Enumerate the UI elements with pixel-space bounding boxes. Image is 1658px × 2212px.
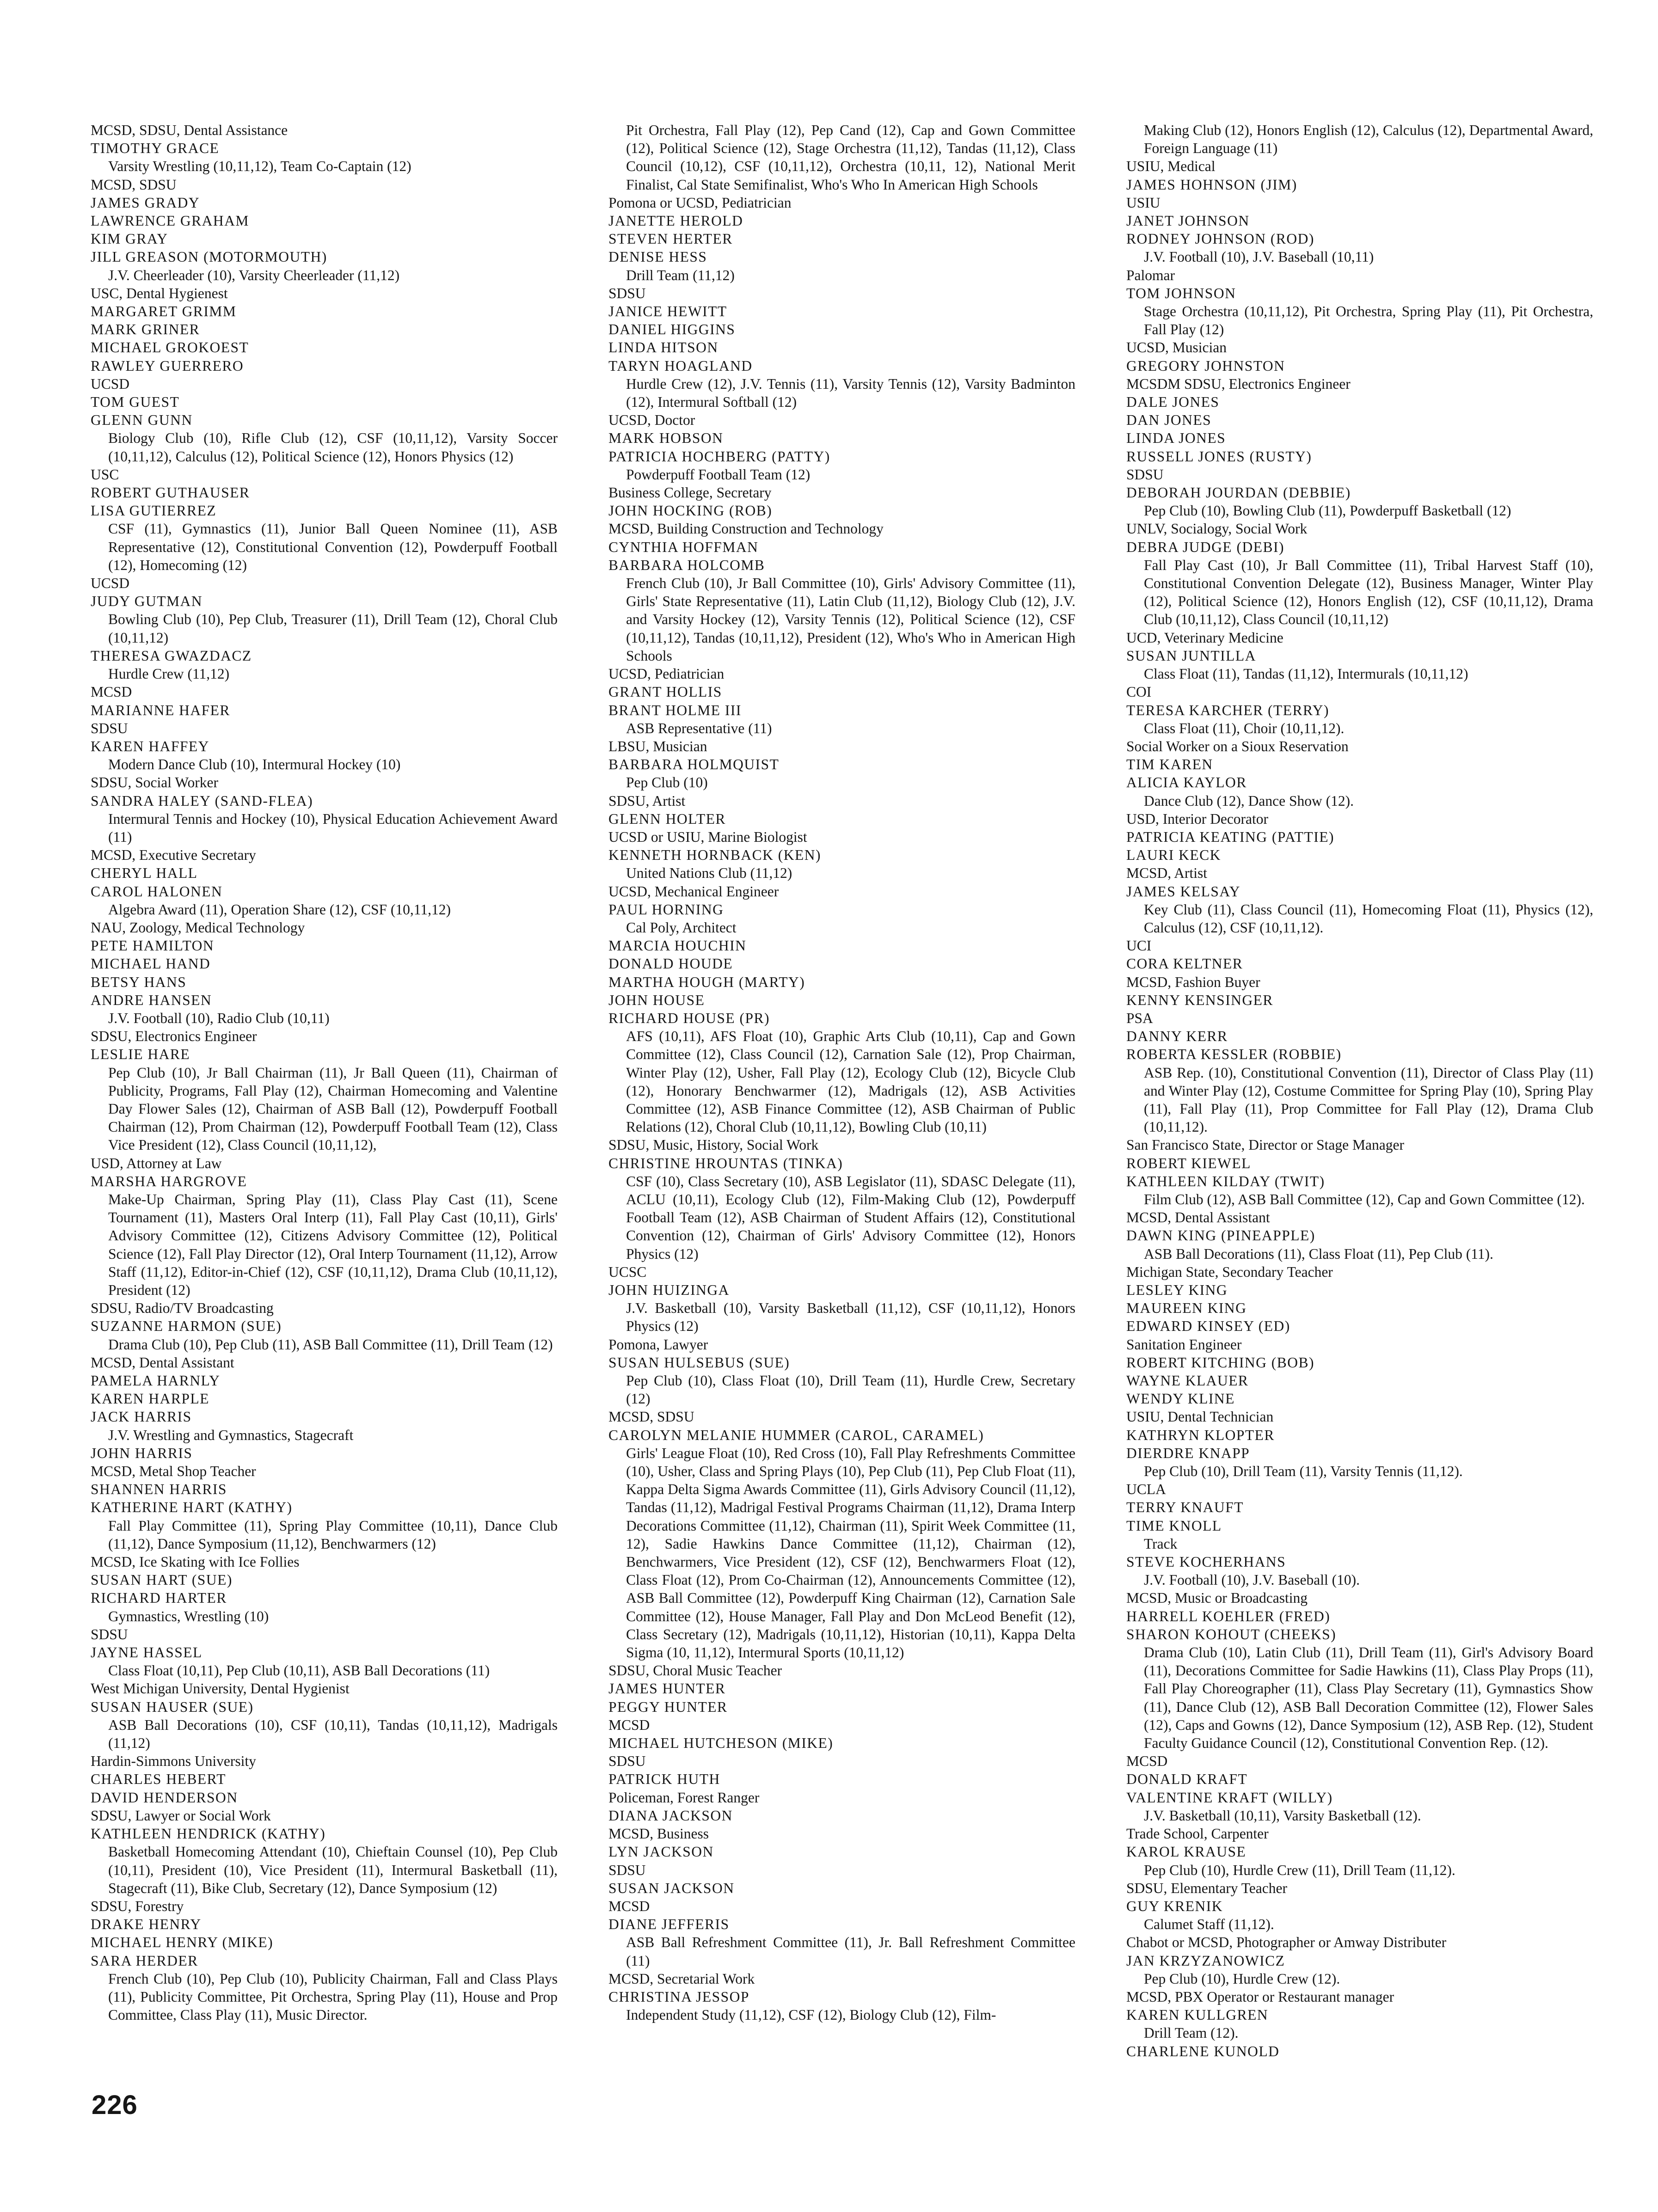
student-name: CYNTHIA HOFFMAN [608, 539, 759, 555]
activities-text: Pit Orchestra, Fall Play (12), Pep Cand (12), Cap and Gown Committee (12), Political Science (12), Stage Orchestra (11,12), Tandas (11,12), Class Council (10,12), CSF (10,11,12), Orchestra (10,11, 12), National Merit Finalist, Cal State Semifinalist, Who's Who In American High Schools [626, 122, 1075, 193]
student-name: BARBARA HOLCOMB [608, 557, 765, 573]
student-name: MICHAEL GROKOEST [91, 339, 249, 356]
student-name: JOHN HUIZINGA [608, 1282, 730, 1298]
plans-text: LBSU, Musician [608, 738, 707, 754]
activities-text: Fall Play Committee (11), Spring Play Committee (10,11), Dance Club (11,12), Dance Symposium (11,12), Benchwarmers (12) [108, 1517, 558, 1552]
student-name: TIMOTHY GRACE [91, 140, 220, 157]
student-name: ROBERT KITCHING (BOB) [1126, 1354, 1315, 1371]
activities-text: French Club (10), Jr Ball Committee (10), Girls' Advisory Committee (11), Girls' State Representative (11), Latin Club (11,12), Biology Club (12), J.V. and Varsity Hockey (12), Varsity Tennis (12), Political Science (12), CSF (10,11,12), Tandas (10,11,12), President (12), Who's Who in American High Schools [626, 575, 1075, 664]
activities-text: J.V. Football (10), J.V. Baseball (10,11) [1144, 249, 1374, 265]
activities-text: Bowling Club (10), Pep Club, Treasurer (11), Drill Team (12), Choral Club (10,11,12) [108, 611, 558, 646]
activities-text: United Nations Club (11,12) [626, 865, 792, 882]
student-name: SARA HERDER [91, 1952, 198, 1969]
activities-text: Class Float (11), Tandas (11,12), Intermurals (10,11,12) [1144, 666, 1468, 682]
activities-text: AFS (10,11), AFS Float (10), Graphic Arts Club (10,11), Cap and Gown Committee (12), Class Council (12), Carnation Sale (12), Prop Chairman, Winter Play (12), Usher, Fall Play (12), Ecology Club (12), Bicycle Club (12), Honorary Benchwarmer (12), Madrigals (12), ASB Activities Committee (12), ASB Finance Committee (12), ASB Chairman of Public Relations (12), Choral Club (10,11,12), Bowling Club (10,11) [626, 1028, 1075, 1135]
plans-text: SDSU, Lawyer or Social Work [91, 1807, 271, 1824]
plans-text: MCSD [608, 1716, 650, 1733]
student-name: TERRY KNAUFT [1126, 1499, 1244, 1516]
student-name: BETSY HANS [91, 974, 187, 990]
plans-text: Pomona, Lawyer [608, 1336, 708, 1353]
student-name: MICHAEL HUTCHESON (MIKE) [608, 1735, 834, 1752]
activities-text: Pep Club (10), Bowling Club (11), Powderpuff Basketball (12) [1144, 502, 1511, 519]
student-name: DAWN KING (PINEAPPLE) [1126, 1227, 1315, 1244]
student-name: LAURI KECK [1126, 847, 1221, 864]
activities-text: J.V. Basketball (10), Varsity Basketball (11,12), CSF (10,11,12), Honors Physics (12) [626, 1300, 1075, 1335]
student-name: JILL GREASON (MOTORMOUTH) [91, 249, 327, 265]
activities-text: Hurdle Crew (12), J.V. Tennis (11), Varsity Tennis (12), Varsity Badminton (12), Intermural Softball (12) [626, 375, 1075, 411]
student-name: PATRICIA HOCHBERG (PATTY) [608, 448, 830, 465]
plans-text: MCSD [1126, 1753, 1168, 1770]
activities-text: Gymnastics, Wrestling (10) [108, 1608, 269, 1624]
plans-text: USD, Attorney at Law [91, 1155, 222, 1171]
activities-text: ASB Ball Refreshment Committee (11), Jr. Ball Refreshment Committee (11) [626, 1934, 1075, 1969]
student-name: BRANT HOLME III [608, 702, 742, 718]
plans-text: SDSU [91, 1626, 128, 1642]
student-name: CHRISTINA JESSOP [608, 1988, 749, 2005]
activities-text: Track [1144, 1535, 1178, 1552]
plans-text: MCSD, Secretarial Work [608, 1970, 755, 1987]
student-name: JAMES HUNTER [608, 1680, 726, 1697]
student-name: KAROL KRAUSE [1126, 1844, 1247, 1860]
activities-text: Film Club (12), ASB Ball Committee (12), Cap and Gown Committee (12). [1144, 1191, 1585, 1207]
activities-text: CSF (11), Gymnastics (11), Junior Ball Queen Nominee (11), ASB Representative (12), Constitutional Convention (12), Powderpuff Football (12), Homecoming (12) [108, 521, 558, 573]
activities-text: Basketball Homecoming Attendant (10), Chieftain Counsel (10), Pep Club (10,11), President (10), Vice President (11), Intermural Basketball (11), Stagecraft (11), Bike Club, Secretary (12), Dance Symposium (12) [108, 1844, 558, 1896]
plans-text: SDSU, Music, History, Social Work [608, 1137, 819, 1153]
student-name: PETE HAMILTON [91, 937, 215, 954]
activities-text: ASB Ball Decorations (10), CSF (10,11), Tandas (10,11,12), Madrigals (11,12) [108, 1716, 558, 1752]
student-name: MAUREEN KING [1126, 1300, 1247, 1317]
activities-text: Fall Play Cast (10), Jr Ball Committee (11), Tribal Harvest Staff (10), Constitutional Convention Delegate (12), Business Manager, Winter Play (12), Political Science (12), Honors English (12), CSF (10,11,12), Drama Club (10,11,12), Class Council (10,11,12) [1144, 557, 1593, 628]
student-name: SUSAN JACKSON [608, 1880, 735, 1896]
student-name: RUSSELL JONES (RUSTY) [1126, 448, 1312, 465]
student-name: SUSAN HART (SUE) [91, 1572, 233, 1588]
student-name: TARYN HOAGLAND [608, 357, 753, 374]
roster-column-left [91, 121, 558, 2024]
student-name: DIERDRE KNAPP [1126, 1445, 1250, 1461]
student-name: KENNY KENSINGER [1126, 992, 1273, 1008]
student-name: SHANNEN HARRIS [91, 1481, 227, 1498]
plans-text: MCSD, Ice Skating with Ice Follies [91, 1554, 300, 1570]
plans-text: SDSU, Radio/TV Broadcasting [91, 1300, 274, 1317]
student-name: KAREN HAFFEY [91, 738, 209, 754]
plans-text: MCSD, SDSU [608, 1409, 694, 1425]
student-name: CHERYL HALL [91, 865, 198, 882]
student-name: CAROL HALONEN [91, 883, 223, 900]
student-name: LINDA JONES [1126, 430, 1226, 447]
student-name: KATHRYN KLOPTER [1126, 1427, 1275, 1443]
student-name: DONALD KRAFT [1126, 1771, 1248, 1788]
student-name: DALE JONES [1126, 394, 1220, 411]
plans-text: SDSU, Elementary Teacher [1126, 1880, 1287, 1896]
plans-text: MCSDM SDSU, Electronics Engineer [1126, 375, 1351, 392]
plans-text: MCSD, Executive Secretary [91, 847, 256, 864]
plans-text: MCSD, Fashion Buyer [1126, 974, 1260, 990]
student-name: LESLIE HARE [91, 1046, 190, 1063]
student-name: MICHAEL HAND [91, 956, 211, 972]
student-name: STEVEN HERTER [608, 231, 733, 247]
activities-text: Biology Club (10), Rifle Club (12), CSF (10,11,12), Varsity Soccer (10,11,12), Calculus (12), Political Science (12), Honors Physics (12) [108, 430, 558, 465]
student-name: LYN JACKSON [608, 1844, 714, 1860]
activities-text: Class Float (10,11), Pep Club (10,11), ASB Ball Decorations (11) [108, 1662, 490, 1679]
student-name: WENDY KLINE [1126, 1391, 1235, 1407]
student-name: SHARON KOHOUT (CHEEKS) [1126, 1626, 1337, 1642]
student-name: PATRICIA KEATING (PATTIE) [1126, 828, 1334, 845]
plans-text: SDSU [1126, 466, 1164, 483]
activities-text: Cal Poly, Architect [626, 919, 737, 936]
plans-text: Policeman, Forest Ranger [608, 1789, 760, 1806]
activities-text: Varsity Wrestling (10,11,12), Team Co-Captain (12) [108, 158, 411, 175]
plans-text: San Francisco State, Director or Stage Manager [1126, 1137, 1404, 1153]
activities-text: Independent Study (11,12), CSF (12), Biology Club (12), Film- [626, 2007, 996, 2023]
student-name: MARSHA HARGROVE [91, 1173, 247, 1189]
student-name: LESLEY KING [1126, 1282, 1228, 1298]
activities-text: Pep Club (10) [626, 774, 708, 791]
plans-text: UCI [1126, 937, 1152, 954]
student-name: LISA GUTIERREZ [91, 502, 217, 519]
plans-text: UCSD, Musician [1126, 339, 1227, 356]
plans-text: UCD, Veterinary Medicine [1126, 629, 1283, 646]
student-name: WAYNE KLAUER [1126, 1373, 1249, 1389]
student-name: DEBORAH JOURDAN (DEBBIE) [1126, 484, 1351, 501]
activities-text: Hurdle Crew (11,12) [108, 666, 230, 682]
activities-text: Pep Club (10), Hurdle Crew (12). [1144, 1970, 1340, 1987]
student-name: KAREN HARPLE [91, 1391, 209, 1407]
student-name: TERESA KARCHER (TERRY) [1126, 702, 1330, 718]
student-name: KAREN KULLGREN [1126, 2007, 1269, 2023]
student-name: PAMELA HARNLY [91, 1373, 221, 1389]
plans-text: USC, Dental Hygienest [91, 285, 228, 301]
plans-text: USD, Interior Decorator [1126, 810, 1269, 827]
activities-text: French Club (10), Pep Club (10), Publicity Chairman, Fall and Class Plays (11), Publicity Committee, Pit Orchestra, Spring Play (11), House and Prop Committee, Class Play (11), Music Director. [108, 1970, 558, 2023]
student-name: PEGGY HUNTER [608, 1698, 728, 1715]
student-name: MARGARET GRIMM [91, 303, 237, 320]
student-name: DONALD HOUDE [608, 956, 733, 972]
student-name: JAYNE HASSEL [91, 1644, 203, 1661]
student-name: TOM JOHNSON [1126, 285, 1236, 301]
student-name: KENNETH HORNBACK (KEN) [608, 847, 821, 864]
student-name: CHRISTINE HROUNTAS (TINKA) [608, 1155, 843, 1171]
plans-text: MCSD, Dental Assistant [91, 1354, 234, 1371]
plans-text: Business College, Secretary [608, 484, 772, 501]
plans-text: SDSU, Forestry [91, 1898, 184, 1914]
plans-text: UCSD [91, 575, 130, 592]
student-name: JAMES GRADY [91, 194, 200, 211]
student-name: PAUL HORNING [608, 901, 724, 918]
plans-text: PSA [1126, 1010, 1153, 1026]
activities-text: J.V. Cheerleader (10), Varsity Cheerleader (11,12) [108, 267, 400, 283]
student-name: GLENN HOLTER [608, 810, 726, 827]
student-name: SANDRA HALEY (SAND-FLEA) [91, 792, 313, 809]
student-name: LAWRENCE GRAHAM [91, 213, 249, 229]
student-name: MARK HOBSON [608, 430, 724, 447]
student-name: GUY KRENIK [1126, 1898, 1223, 1914]
plans-text: MCSD, Artist [1126, 865, 1208, 882]
plans-text: SDSU, Electronics Engineer [91, 1028, 257, 1045]
plans-text: MCSD [91, 684, 132, 700]
plans-text: UCSD, Pediatrician [608, 666, 725, 682]
activities-text: CSF (10), Class Secretary (10), ASB Legislator (11), SDASC Delegate (11), ACLU (10,11), Ecology Club (12), Film-Making Club (12), Powderpuff Football Team (12), ASB Chairman of Student Affairs (12), Constitutional Convention (12), Chairman of Girls' Advisory Committee (12), Honors Physics (12) [626, 1173, 1075, 1262]
student-name: GRANT HOLLIS [608, 684, 722, 700]
plans-text: SDSU [608, 1862, 646, 1878]
student-name: KATHLEEN HENDRICK (KATHY) [91, 1826, 326, 1842]
plans-text: UCLA [1126, 1481, 1166, 1498]
student-name: DAN JONES [1126, 412, 1212, 429]
student-name: ALICIA KAYLOR [1126, 774, 1247, 791]
activities-text: ASB Ball Decorations (11), Class Float (11), Pep Club (11). [1144, 1245, 1493, 1262]
student-name: SUZANNE HARMON (SUE) [91, 1318, 282, 1335]
student-name: JOHN HARRIS [91, 1445, 193, 1461]
activities-text: Key Club (11), Class Council (11), Homecoming Float (11), Physics (12), Calculus (12), CSF (10,11,12). [1144, 901, 1593, 936]
student-name: KIM GRAY [91, 231, 168, 247]
plans-text: USIU, Dental Technician [1126, 1409, 1274, 1425]
plans-text: USIU, Medical [1126, 158, 1216, 175]
activities-text: J.V. Football (10), Radio Club (10,11) [108, 1010, 330, 1026]
plans-text: MCSD, Building Construction and Technology [608, 521, 884, 537]
plans-text: MCSD, SDSU, Dental Assistance [91, 122, 288, 138]
plans-text: Michigan State, Secondary Teacher [1126, 1263, 1333, 1280]
student-name: MARK GRINER [91, 321, 200, 338]
student-name: TIME KNOLL [1126, 1517, 1222, 1534]
student-name: TIM KAREN [1126, 756, 1213, 773]
student-name: PATRICK HUTH [608, 1771, 720, 1788]
student-name: CAROLYN MELANIE HUMMER (CAROL, CARAMEL) [608, 1427, 984, 1443]
student-name: KATHERINE HART (KATHY) [91, 1499, 293, 1516]
roster-column-middle [608, 121, 1075, 2024]
student-name: RODNEY JOHNSON (ROD) [1126, 231, 1314, 247]
student-name: EDWARD KINSEY (ED) [1126, 1318, 1290, 1335]
student-name: ROBERTA KESSLER (ROBBIE) [1126, 1046, 1342, 1063]
student-name: CORA KELTNER [1126, 956, 1243, 972]
student-name: JOHN HOUSE [608, 992, 705, 1008]
plans-text: MCSD, PBX Operator or Restaurant manager [1126, 1988, 1394, 2005]
plans-text: SDSU, Choral Music Teacher [608, 1662, 782, 1679]
activities-text: Girls' League Float (10), Red Cross (10), Fall Play Refreshments Committee (10), Usher, Class and Spring Plays (10), Pep Club (11), Pep Club Float (11), Kappa Delta Sigma Awards Committee (11), Girls Advisory Council (11,12), Tandas (11,12), Madrigal Festival Programs Chairman (11,12), Drama Interp Decorations Committee (11,12), Chairman (11), Spirit Week Committee (11, 12), Sadie Hawkins Dance Committee (11,12), Chairman (12), Benchwarmers, Vice President (12), CSF (12), Benchwarmers Float (12), Class Float (12), Prom Co-Chairman (12), Announcements Committee (12), ASB Ball Committee (12), Powderpuff King Chairman (12), Carnation Sale Committee (12), House Manager, Fall Play and Don McLeod Benefit (12), Class Secretary (12), Madrigals (10,11,12), Historian (10,11), Kappa Delta Sigma (10, 11,12), Intermural Sports (10,11,12) [626, 1445, 1075, 1661]
plans-text: SDSU, Social Worker [91, 774, 218, 791]
plans-text: MCSD, SDSU [91, 176, 177, 193]
plans-text: UCSD, Doctor [608, 412, 695, 429]
activities-text: Class Float (11), Choir (10,11,12). [1144, 720, 1345, 736]
plans-text: UCSD [91, 375, 130, 392]
activities-text: Drama Club (10), Latin Club (11), Drill Team (11), Girl's Advisory Board (11), Decorations Committee for Sadie Hawkins (11), Class Play Props (11), Fall Play Choreographer (11), Class Play Secretary (11), Gymnastics Show (11), Dance Club (12), ASB Ball Decoration Committee (12), Flower Sales (12), Caps and Gowns (12), Dance Symposium (12), ASB Rep. (12), Student Faculty Guidance Council (12), Constitutional Convention Rep. (12). [1144, 1644, 1593, 1752]
activities-text: Drill Team (11,12) [626, 267, 735, 283]
student-name: BARBARA HOLMQUIST [608, 756, 780, 773]
student-name: RICHARD HARTER [91, 1590, 227, 1606]
plans-text: SDSU, Artist [608, 792, 686, 809]
student-name: LINDA HITSON [608, 339, 718, 356]
student-name: JAMES HOHNSON (JIM) [1126, 176, 1297, 193]
activities-text: Pep Club (10), Jr Ball Chairman (11), Jr Ball Queen (11), Chairman of Publicity, Programs, Fall Play (12), Chairman Homecoming and Valentine Day Flower Sales (12), Chairman of ASB Ball (12), Powderpuff Football Chairman (12), Prom Chairman (12), Powderpuff Football Team (12), Class Vice President (12), Class Council (10,11,12), [108, 1064, 558, 1153]
student-name: STEVE KOCHERHANS [1126, 1554, 1286, 1570]
student-name: JAMES KELSAY [1126, 883, 1241, 900]
student-name: HARRELL KOEHLER (FRED) [1126, 1608, 1331, 1624]
activities-text: Modern Dance Club (10), Intermural Hockey (10) [108, 756, 401, 773]
activities-text: ASB Representative (11) [626, 720, 772, 736]
plans-text: Chabot or MCSD, Photographer or Amway Distributer [1126, 1934, 1447, 1951]
student-name: ROBERT KIEWEL [1126, 1155, 1251, 1171]
plans-text: NAU, Zoology, Medical Technology [91, 919, 305, 936]
student-name: VALENTINE KRAFT (WILLY) [1126, 1789, 1333, 1806]
student-name: MICHAEL HENRY (MIKE) [91, 1934, 274, 1951]
activities-text: Calumet Staff (11,12). [1144, 1916, 1274, 1933]
student-name: THERESA GWAZDACZ [91, 647, 252, 664]
plans-text: USIU [1126, 194, 1161, 211]
activities-text: Make-Up Chairman, Spring Play (11), Class Play Cast (11), Scene Tournament (11), Masters Oral Interp (11), Fall Play Cast (10,11), Girls' Advisory Committee (12), Citizens Advisory Committee (12), Political Science (12), Fall Play Director (12), Oral Interp Tournament (11,12), Arrow Staff (11,12), Editor-in-Chief (12), CSF (10,11,12), Drama Club (10,11,12), President (12) [108, 1191, 558, 1298]
student-name: RAWLEY GUERRERO [91, 357, 244, 374]
student-name: GLENN GUNN [91, 412, 193, 429]
page-number: 226 [92, 2090, 138, 2120]
student-name: ROBERT GUTHAUSER [91, 484, 250, 501]
student-name: SUSAN HULSEBUS (SUE) [608, 1354, 790, 1371]
activities-text: Pep Club (10), Hurdle Crew (11), Drill Team (11,12). [1144, 1862, 1455, 1878]
student-name: MARCIA HOUCHIN [608, 937, 747, 954]
plans-text: MCSD [608, 1898, 650, 1914]
plans-text: COI [1126, 684, 1152, 700]
activities-text: Stage Orchestra (10,11,12), Pit Orchestra, Spring Play (11), Pit Orchestra, Fall Play (12) [1144, 303, 1593, 338]
plans-text: Trade School, Carpenter [1126, 1826, 1269, 1842]
student-name: MARTHA HOUGH (MARTY) [608, 974, 805, 990]
activities-text: Drill Team (12). [1144, 2025, 1239, 2041]
plans-text: MCSD, Metal Shop Teacher [91, 1463, 256, 1480]
student-name: KATHLEEN KILDAY (TWIT) [1126, 1173, 1325, 1189]
activities-text: J.V. Basketball (10,11), Varsity Basketball (12). [1144, 1807, 1421, 1824]
student-name: JANETTE HEROLD [608, 213, 743, 229]
activities-text: Dance Club (12), Dance Show (12). [1144, 792, 1354, 809]
plans-text: West Michigan University, Dental Hygienist [91, 1680, 350, 1697]
plans-text: MCSD, Business [608, 1826, 709, 1842]
activities-text: J.V. Football (10), J.V. Baseball (10). [1144, 1572, 1360, 1588]
student-name: JACK HARRIS [91, 1409, 192, 1425]
plans-text: Sanitation Engineer [1126, 1336, 1242, 1353]
roster-column-right [1126, 121, 1593, 2060]
student-name: ANDRE HANSEN [91, 992, 212, 1008]
student-name: SUSAN JUNTILLA [1126, 647, 1256, 664]
plans-text: UCSD, Mechanical Engineer [608, 883, 779, 900]
plans-text: Pomona or UCSD, Pediatrician [608, 194, 792, 211]
student-name: JAN KRZYZANOWICZ [1126, 1952, 1285, 1969]
student-name: DEBRA JUDGE (DEBI) [1126, 539, 1284, 555]
activities-text: Pep Club (10), Drill Team (11), Varsity Tennis (11,12). [1144, 1463, 1463, 1480]
student-name: CHARLENE KUNOLD [1126, 2043, 1280, 2059]
plans-text: MCSD, Dental Assistant [1126, 1209, 1270, 1226]
student-name: GREGORY JOHNSTON [1126, 357, 1285, 374]
student-name: TOM GUEST [91, 394, 180, 411]
activities-text: Powderpuff Football Team (12) [626, 466, 811, 483]
activities-text: Drama Club (10), Pep Club (11), ASB Ball Committee (11), Drill Team (12) [108, 1336, 553, 1353]
student-name: DIANE JEFFERIS [608, 1916, 730, 1933]
student-name: JANET JOHNSON [1126, 213, 1250, 229]
student-name: JUDY GUTMAN [91, 593, 203, 610]
student-name: JANICE HEWITT [608, 303, 727, 320]
plans-text: Palomar [1126, 267, 1175, 283]
student-name: DANIEL HIGGINS [608, 321, 736, 338]
student-name: DANNY KERR [1126, 1028, 1228, 1045]
activities-text: Algebra Award (11), Operation Share (12), CSF (10,11,12) [108, 901, 451, 918]
plans-text: UNLV, Socialogy, Social Work [1126, 521, 1308, 537]
activities-text: Making Club (12), Honors English (12), Calculus (12), Departmental Award, Foreign Language (11) [1144, 122, 1593, 157]
plans-text: SDSU [608, 1753, 646, 1770]
student-name: SUSAN HAUSER (SUE) [91, 1698, 254, 1715]
plans-text: UCSD or USIU, Marine Biologist [608, 828, 807, 845]
student-name: DAVID HENDERSON [91, 1789, 238, 1806]
student-name: DENISE HESS [608, 249, 707, 265]
plans-text: Social Worker on a Sioux Reservation [1126, 738, 1349, 754]
student-name: DIANA JACKSON [608, 1807, 733, 1824]
plans-text: SDSU [608, 285, 646, 301]
plans-text: USC [91, 466, 119, 483]
student-name: CHARLES HEBERT [91, 1771, 226, 1788]
activities-text: Intermural Tennis and Hockey (10), Physical Education Achievement Award (11) [108, 810, 558, 845]
plans-text: UCSC [608, 1263, 647, 1280]
plans-text: MCSD, Music or Broadcasting [1126, 1590, 1308, 1606]
plans-text: Hardin-Simmons University [91, 1753, 256, 1770]
activities-text: ASB Rep. (10), Constitutional Convention (11), Director of Class Play (11) and Winter Play (12), Costume Committee for Spring Play (10), Spring Play (11), Fall Play (11), Prop Committee for Fall Play (12), Drama Club (10,11,12). [1144, 1064, 1593, 1135]
activities-text: Pep Club (10), Class Float (10), Drill Team (11), Hurdle Crew, Secretary (12) [626, 1373, 1075, 1407]
student-name: JOHN HOCKING (ROB) [608, 502, 773, 519]
activities-text: J.V. Wrestling and Gymnastics, Stagecraft [108, 1427, 354, 1443]
student-name: DRAKE HENRY [91, 1916, 202, 1933]
student-name: RICHARD HOUSE (PR) [608, 1010, 770, 1026]
student-name: MARIANNE HAFER [91, 702, 230, 718]
plans-text: SDSU [91, 720, 128, 736]
